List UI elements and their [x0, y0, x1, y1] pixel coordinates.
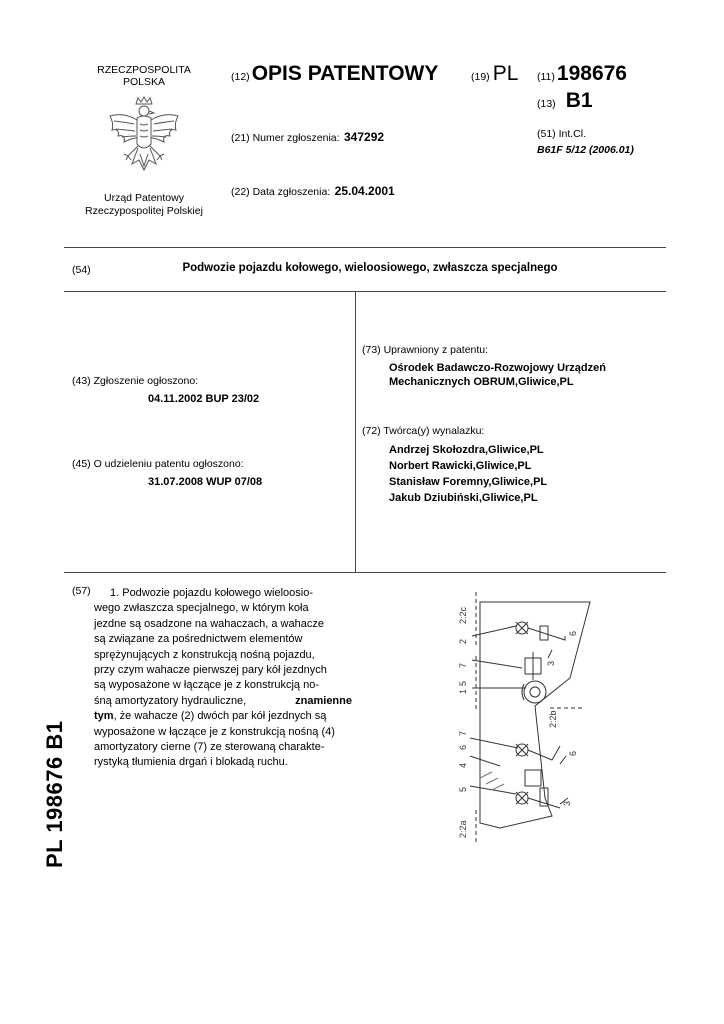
app-date: 25.04.2001 [334, 184, 395, 198]
title-code: (54) [72, 264, 91, 276]
abstract-line [94, 694, 352, 709]
chassis-drawing [440, 588, 610, 850]
figure-label: 6 [458, 744, 468, 750]
owner-name [389, 361, 606, 389]
country-code-block [471, 62, 518, 86]
int-cl-label: (51) Int.Cl. [537, 128, 587, 140]
int-cl-block [537, 126, 634, 158]
column-divider [355, 291, 356, 572]
country-name [64, 64, 224, 88]
code-19: (19) [471, 71, 490, 83]
kind-code: B1 [565, 89, 593, 112]
publication-label: (43) Zgłoszenie ogłoszono: [72, 375, 199, 387]
abstract-line: są wyposażone w łączące je z konstrukcją no- [94, 679, 319, 692]
inventor-item: Stanisław Foremny,Gliwice,PL [389, 476, 548, 488]
grant-label: (45) O udzieleniu patentu ogłoszono: [72, 458, 244, 470]
country-code: PL [492, 62, 519, 85]
office-line-1: Urząd Patentowy [104, 192, 184, 204]
figure-label: 2 [458, 638, 468, 644]
figure-label: 2:2c [458, 606, 468, 624]
publication-value: 04.11.2002 BUP 23/02 [148, 393, 260, 405]
abstract-line: amortyzatory cierne (7) ze sterowaną charakte- [94, 741, 325, 754]
abstract-line: rystyką tłumienia drgań i blokadą ruchu. [94, 756, 288, 769]
owner-line-2: Mechanicznych OBRUM,Gliwice,PL [389, 376, 574, 388]
app-date-label: (22) Data zgłoszenia: [231, 186, 331, 198]
patent-title: Podwozie pojazdu kołowego, wieloosiowego, zwłaszcza specjalnego [182, 262, 558, 274]
figure-label: 5 [458, 786, 468, 792]
abstract-line: jezdne są osadzone na wahaczach, a wahacze [94, 617, 324, 630]
owner-label: (73) Uprawniony z patentu: [362, 344, 489, 356]
eagle-emblem-icon [104, 94, 184, 186]
inventors-list [389, 442, 547, 506]
office-line-2: Rzeczypospolitej Polskiej [85, 205, 203, 217]
application-number [231, 128, 384, 146]
abstract-line-part: śną amortyzatory hydrauliczne, [94, 694, 247, 707]
figure-label: 5 [458, 680, 468, 686]
figure-label: 7 [458, 730, 468, 736]
abstract-text [94, 586, 352, 771]
int-cl-value: B61F 5/12 (2006.01) [537, 144, 634, 156]
patent-number: 198676 [556, 62, 627, 85]
abstract-bold-word: znamienne [295, 694, 352, 707]
code-11: (11) [537, 71, 555, 83]
abstract-line: przy czym wahacze pierwszej pary kół jezdnych [94, 664, 327, 677]
abstract-line: sprężynujących z konstrukcją nośną pojazdu, [94, 648, 315, 661]
inventor-item: Andrzej Skołozdra,Gliwice,PL [389, 444, 544, 456]
divider-2 [64, 291, 666, 292]
figure-label: 1 [458, 688, 468, 694]
figure-label: 3 [546, 660, 556, 666]
figure-label: 4 [458, 762, 468, 768]
figure-label: 3 [562, 800, 572, 806]
owner-line-1: Ośrodek Badawczo-Rozwojowy Urządzeń [389, 362, 606, 374]
figure-label: 6 [568, 630, 578, 636]
app-no: 347292 [344, 130, 385, 144]
code-13: (13) [537, 98, 556, 110]
inventors-label: (72) Twórca(y) wynalazku: [362, 425, 485, 437]
figure-label: 2:2b [548, 710, 558, 728]
country-line-1: RZECZPOSPOLITA [97, 64, 191, 76]
grant-value: 31.07.2008 WUP 07/08 [148, 476, 263, 488]
divider-1 [64, 247, 666, 248]
country-line-2: POLSKA [122, 76, 166, 88]
abstract-line: wego zwłaszcza specjalnego, w którym koła [94, 602, 309, 615]
abstract-line: są związane za pośrednictwem elementów [94, 633, 303, 646]
divider-3 [64, 572, 666, 573]
abstract-line-part: , że wahacze (2) dwóch par kół jezdnych są [113, 710, 327, 723]
figure-label: 2:2a [458, 820, 468, 838]
kind-code-block [537, 89, 593, 113]
code-12: (12) [231, 71, 250, 83]
inventor-item: Norbert Rawicki,Gliwice,PL [389, 460, 532, 472]
patent-number-block [537, 62, 627, 86]
figure-label: 6 [568, 750, 578, 756]
inventor-item: Jakub Dziubiński,Gliwice,PL [389, 492, 538, 504]
abstract-bold-word: tym [94, 710, 114, 723]
app-no-label: (21) Numer zgłoszenia: [231, 132, 340, 144]
abstract-line [94, 709, 352, 724]
doc-type-block [231, 62, 438, 86]
figure-label: 7 [458, 662, 468, 668]
abstract-line: wyposażone w łączące je z konstrukcją nośną (4) [94, 725, 335, 738]
patent-office [64, 192, 224, 218]
application-date [231, 182, 395, 200]
doc-type: OPIS PATENTOWY [251, 62, 439, 85]
abstract-code: (57) [72, 585, 91, 597]
abstract-line: 1. Podwozie pojazdu kołowego wieloosio- [110, 587, 314, 599]
side-patent-label: PL 198676 B1 [42, 720, 67, 868]
